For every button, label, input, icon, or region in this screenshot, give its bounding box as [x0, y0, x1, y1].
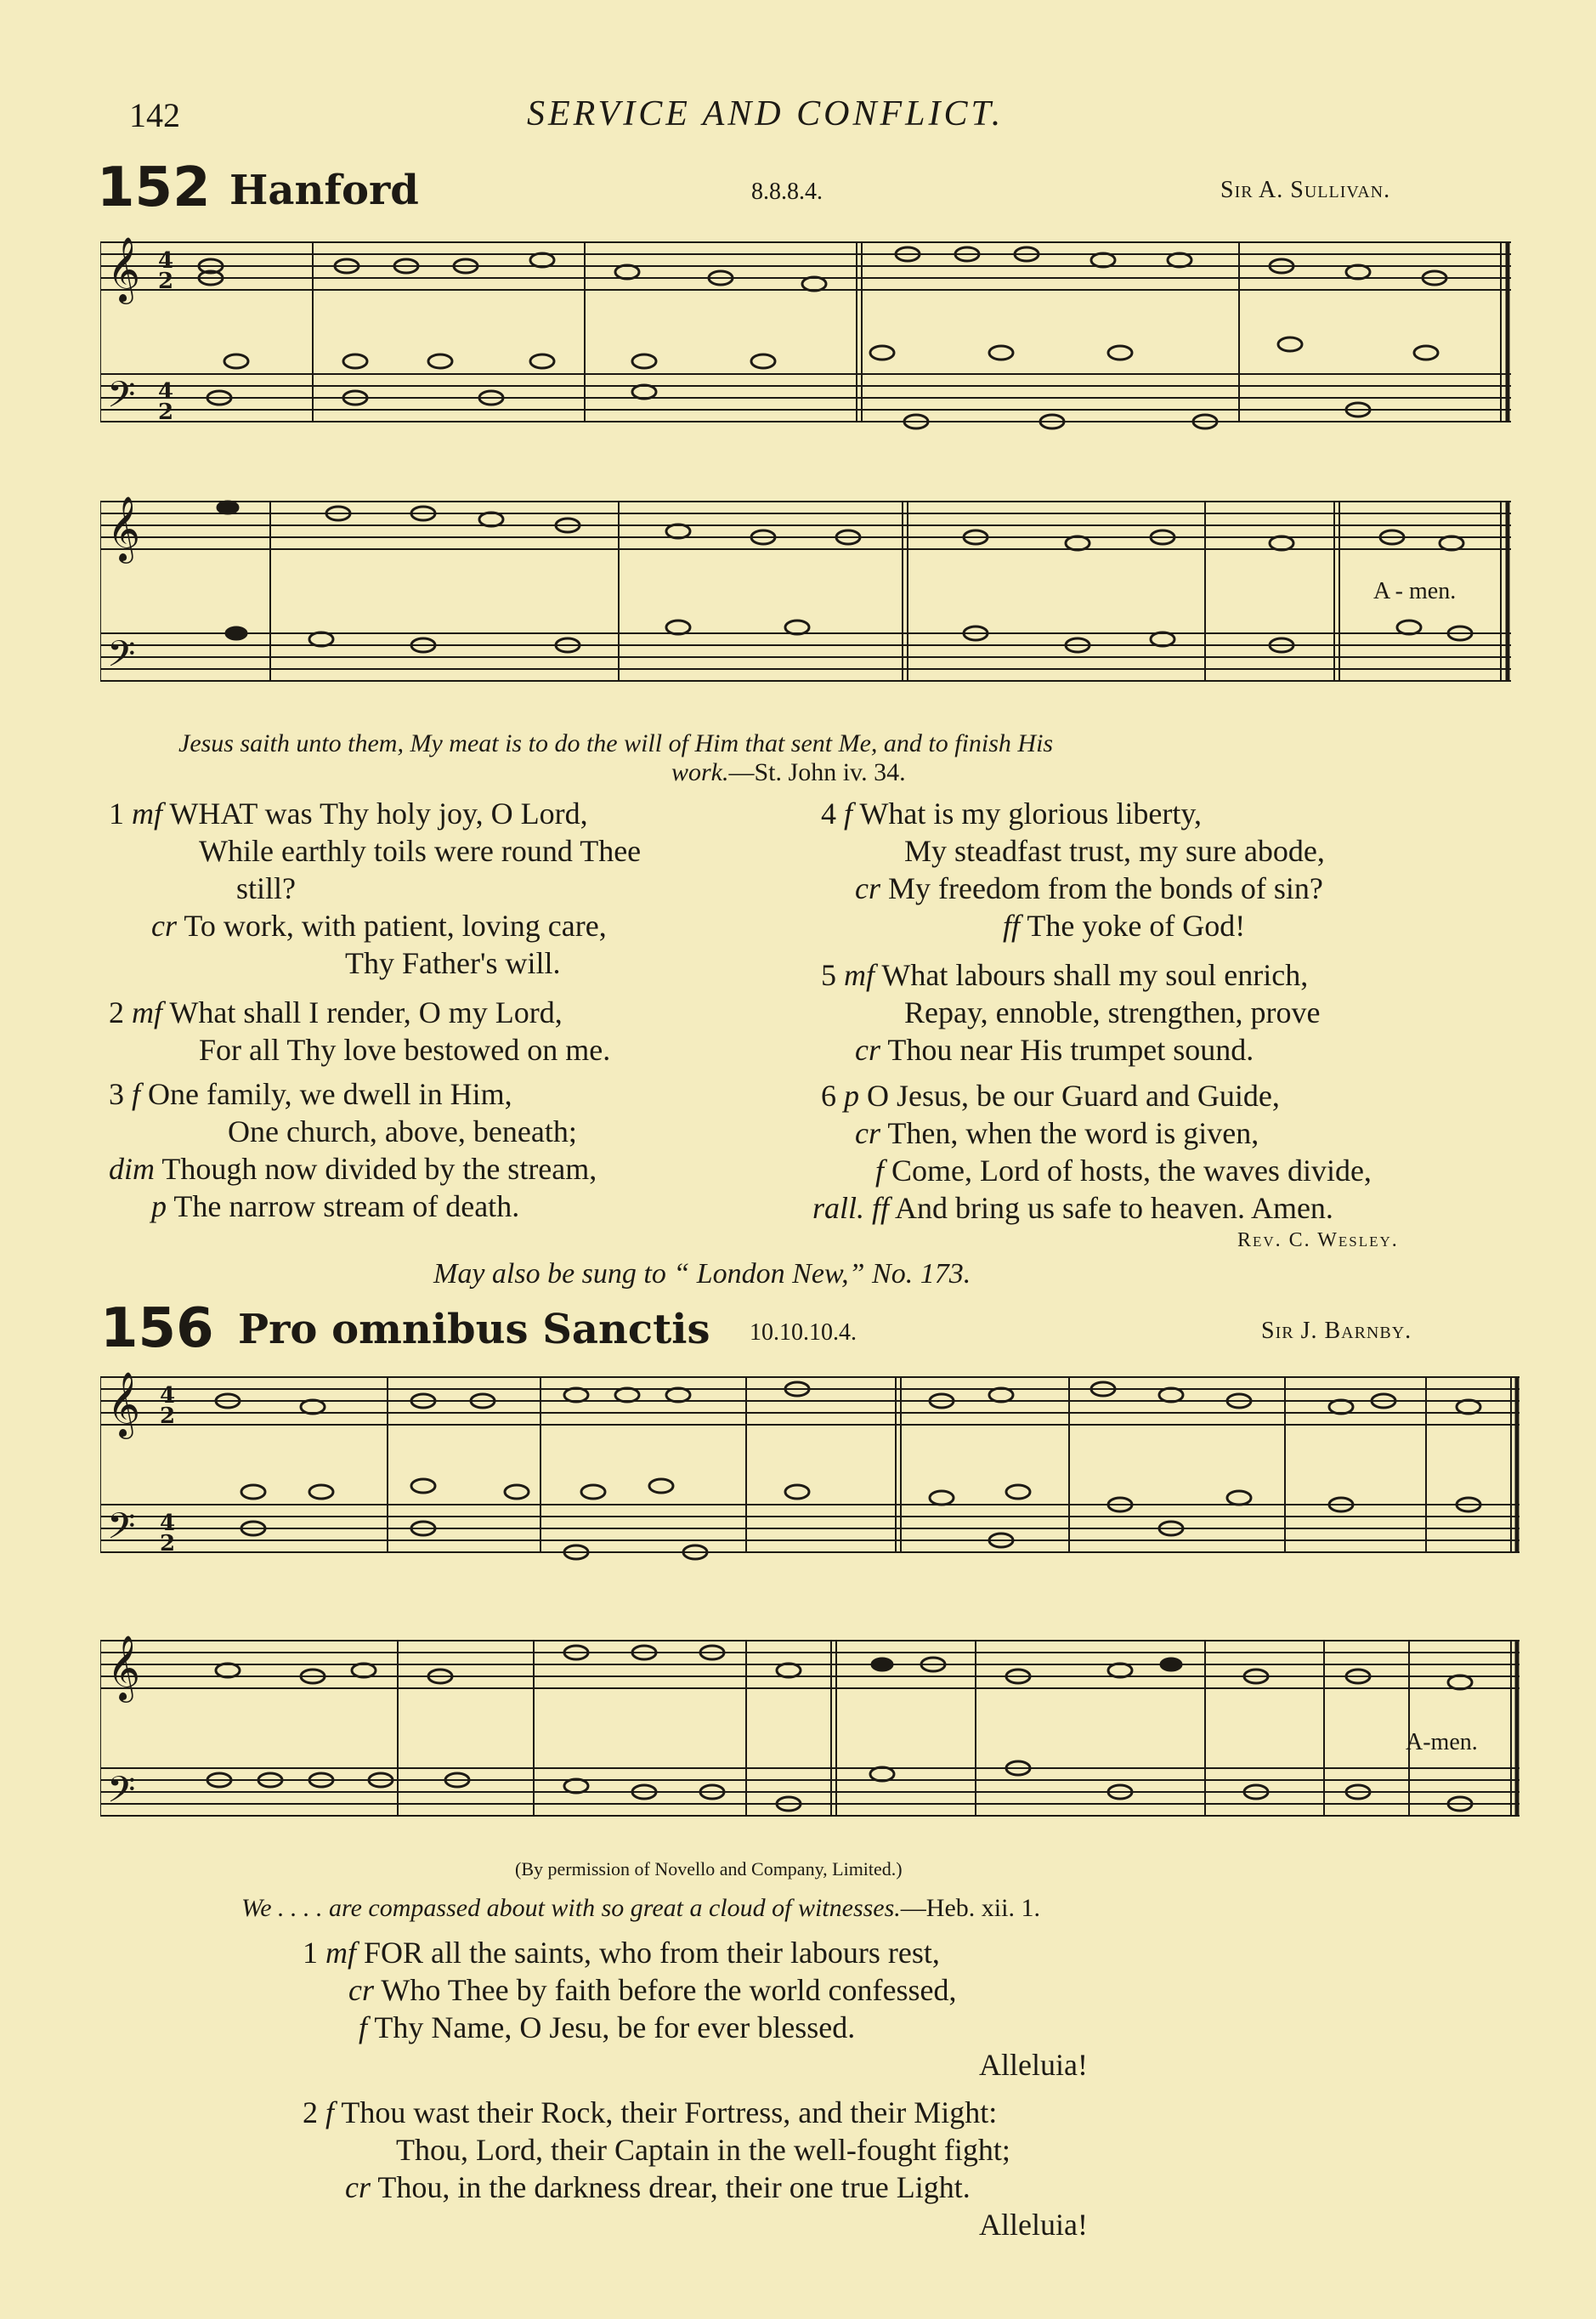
svg-text:𝄞: 𝄞 — [107, 496, 141, 561]
hymn-152-amen: A - men. — [1373, 578, 1457, 604]
verse-line: Come, Lord of hosts, the waves divide, — [891, 1154, 1372, 1188]
svg-text:𝄞: 𝄞 — [107, 1371, 141, 1437]
hymn-156-permission: (By permission of Novello and Company, Limited.) — [515, 1858, 903, 1880]
dynamic-marking: cr — [151, 909, 177, 943]
verse-line: To work, with patient, loving care, — [184, 909, 607, 943]
hymn-152-score-system-1 — [100, 217, 1511, 442]
svg-text:𝄞: 𝄞 — [107, 1635, 141, 1700]
verse-line: What shall I render, O my Lord, — [169, 995, 563, 1029]
svg-text:𝄞: 𝄞 — [107, 236, 141, 302]
dynamic-marking: mf — [132, 995, 162, 1029]
hymn-152-number: 152 — [97, 156, 211, 219]
hymn-156-verses — [303, 1935, 1088, 2244]
verse-line: Alleluia! — [979, 2048, 1088, 2082]
dynamic-marking: cr — [345, 2170, 371, 2204]
svg-text:2: 2 — [158, 400, 174, 425]
hymn-152-score-system-2 — [100, 476, 1511, 701]
dynamic-marking: p — [151, 1189, 167, 1223]
dynamic-marking: cr — [348, 1973, 374, 2007]
verse-number: 4 — [821, 797, 836, 831]
verse-line: FOR all the saints, who from their labours rest, — [364, 1936, 940, 1970]
dynamic-marking: f — [875, 1154, 885, 1188]
svg-text:4: 4 — [158, 248, 174, 274]
verse-line: Thy Father's will. — [345, 946, 561, 980]
hymn-152-scripture-end: work. — [671, 758, 729, 786]
verse-line: What is my glorious liberty, — [859, 797, 1202, 831]
hymn-156-score-system-2 — [100, 1615, 1520, 1853]
svg-text:2: 2 — [158, 269, 174, 294]
svg-text:2: 2 — [160, 1531, 176, 1556]
dynamic-marking: cr — [855, 1116, 880, 1150]
page-number: 142 — [129, 96, 180, 134]
svg-text:2: 2 — [160, 1403, 176, 1429]
hymn-152-author: Rev. C. Wesley. — [1237, 1229, 1399, 1251]
hymn-152-verses-left — [109, 796, 641, 1226]
dynamic-marking: f — [132, 1077, 141, 1111]
dynamic-marking: dim — [109, 1152, 155, 1186]
dynamic-marking: rall. ff — [812, 1191, 890, 1225]
hymn-152-scripture-ref: —St. John iv. 34. — [728, 758, 906, 786]
verse-line: What labours shall my soul enrich, — [881, 958, 1309, 992]
verse-line: One church, above, beneath; — [228, 1114, 577, 1148]
hymn-152-alt-tune-note: May also be sung to “ London New,” No. 173. — [433, 1258, 971, 1290]
dynamic-marking: mf — [325, 1936, 356, 1970]
dynamic-marking: mf — [132, 797, 162, 831]
hymn-156-meter: 10.10.10.4. — [750, 1319, 857, 1346]
verse-number: 6 — [821, 1079, 836, 1113]
hymn-152-scripture: Jesus saith unto them, My meat is to do the will of Him that sent Me, and to finish His — [178, 729, 1054, 757]
verse-line: And bring us safe to heaven. Amen. — [895, 1191, 1333, 1225]
verse-line: O Jesus, be our Guard and Guide, — [867, 1079, 1280, 1113]
svg-text:𝄢: 𝄢 — [107, 633, 136, 684]
verse-number: 2 — [109, 995, 124, 1029]
svg-text:𝄢: 𝄢 — [107, 1505, 136, 1556]
verse-line: Who Thee by faith before the world confessed, — [381, 1973, 957, 2007]
verse-line: While earthly toils were round Thee — [199, 834, 642, 868]
verse-line: Alleluia! — [979, 2208, 1088, 2242]
verse-line: My freedom from the bonds of sin? — [888, 871, 1323, 905]
verse-line: Thy Name, O Jesu, be for ever blessed. — [374, 2010, 856, 2044]
dynamic-marking: cr — [855, 1033, 880, 1067]
verse-line: The narrow stream of death. — [173, 1189, 520, 1223]
verse-line: The yoke of God! — [1027, 909, 1246, 943]
verse-line: still? — [236, 871, 296, 905]
hymn-156-number: 156 — [100, 1297, 214, 1360]
verse-line: Thou near His trumpet sound. — [887, 1033, 1254, 1067]
dynamic-marking: p — [844, 1079, 859, 1113]
hymn-156-score-system-1 — [100, 1352, 1520, 1590]
verse-line: Repay, ennoble, strengthen, prove — [904, 995, 1321, 1029]
svg-text:4: 4 — [158, 379, 174, 405]
hymn-152-composer: Sir A. Sullivan. — [1220, 177, 1391, 203]
verse-line: Thou, in the darkness drear, their one true Light. — [377, 2170, 971, 2204]
verse-line: Though now divided by the stream, — [161, 1152, 597, 1186]
dynamic-marking: cr — [855, 871, 880, 905]
verse-line: Thou wast their Rock, their Fortress, and their Might: — [341, 2095, 998, 2129]
dynamic-marking: mf — [844, 958, 874, 992]
verse-number: 5 — [821, 958, 836, 992]
hymn-152-tune-name: Hanford — [229, 167, 419, 214]
dynamic-marking: ff — [1003, 909, 1021, 943]
verse-line: Thou, Lord, their Captain in the well-fought fight; — [396, 2133, 1010, 2167]
verse-line: Then, when the word is given, — [887, 1116, 1259, 1150]
hymn-152-meter: 8.8.8.4. — [751, 179, 823, 205]
hymn-156-composer: Sir J. Barnby. — [1261, 1318, 1412, 1344]
verse-number: 1 — [109, 797, 124, 831]
svg-text:𝄢: 𝄢 — [107, 374, 136, 425]
verse-line: One family, we dwell in Him, — [148, 1077, 512, 1111]
verse-number: 3 — [109, 1077, 124, 1111]
hymn-156-scripture-ref: —Heb. xii. 1. — [900, 1894, 1040, 1922]
running-title: SERVICE AND CONFLICT. — [527, 94, 1005, 133]
hymn-152-verses-right — [812, 796, 1372, 1228]
verse-line: For all Thy love bestowed on me. — [199, 1033, 611, 1067]
svg-text:4: 4 — [160, 1511, 176, 1536]
dynamic-marking: f — [844, 797, 853, 831]
verse-number: 2 — [303, 2095, 318, 2129]
hymn-156-tune-name: Pro omnibus Sanctis — [238, 1306, 710, 1353]
hymn-156-amen: A-men. — [1406, 1729, 1478, 1755]
verse-line: My steadfast trust, my sure abode, — [904, 834, 1325, 868]
hymn-156-scripture: We . . . . are compassed about with so great a cloud of witnesses. — [241, 1894, 901, 1922]
verse-line: WHAT was Thy holy joy, O Lord, — [169, 797, 588, 831]
dynamic-marking: f — [359, 2010, 368, 2044]
verse-number: 1 — [303, 1936, 318, 1970]
dynamic-marking: f — [325, 2095, 335, 2129]
svg-text:𝄢: 𝄢 — [107, 1769, 136, 1820]
svg-text:4: 4 — [160, 1383, 176, 1409]
hymn-156-scripture-line — [241, 1894, 1040, 1923]
